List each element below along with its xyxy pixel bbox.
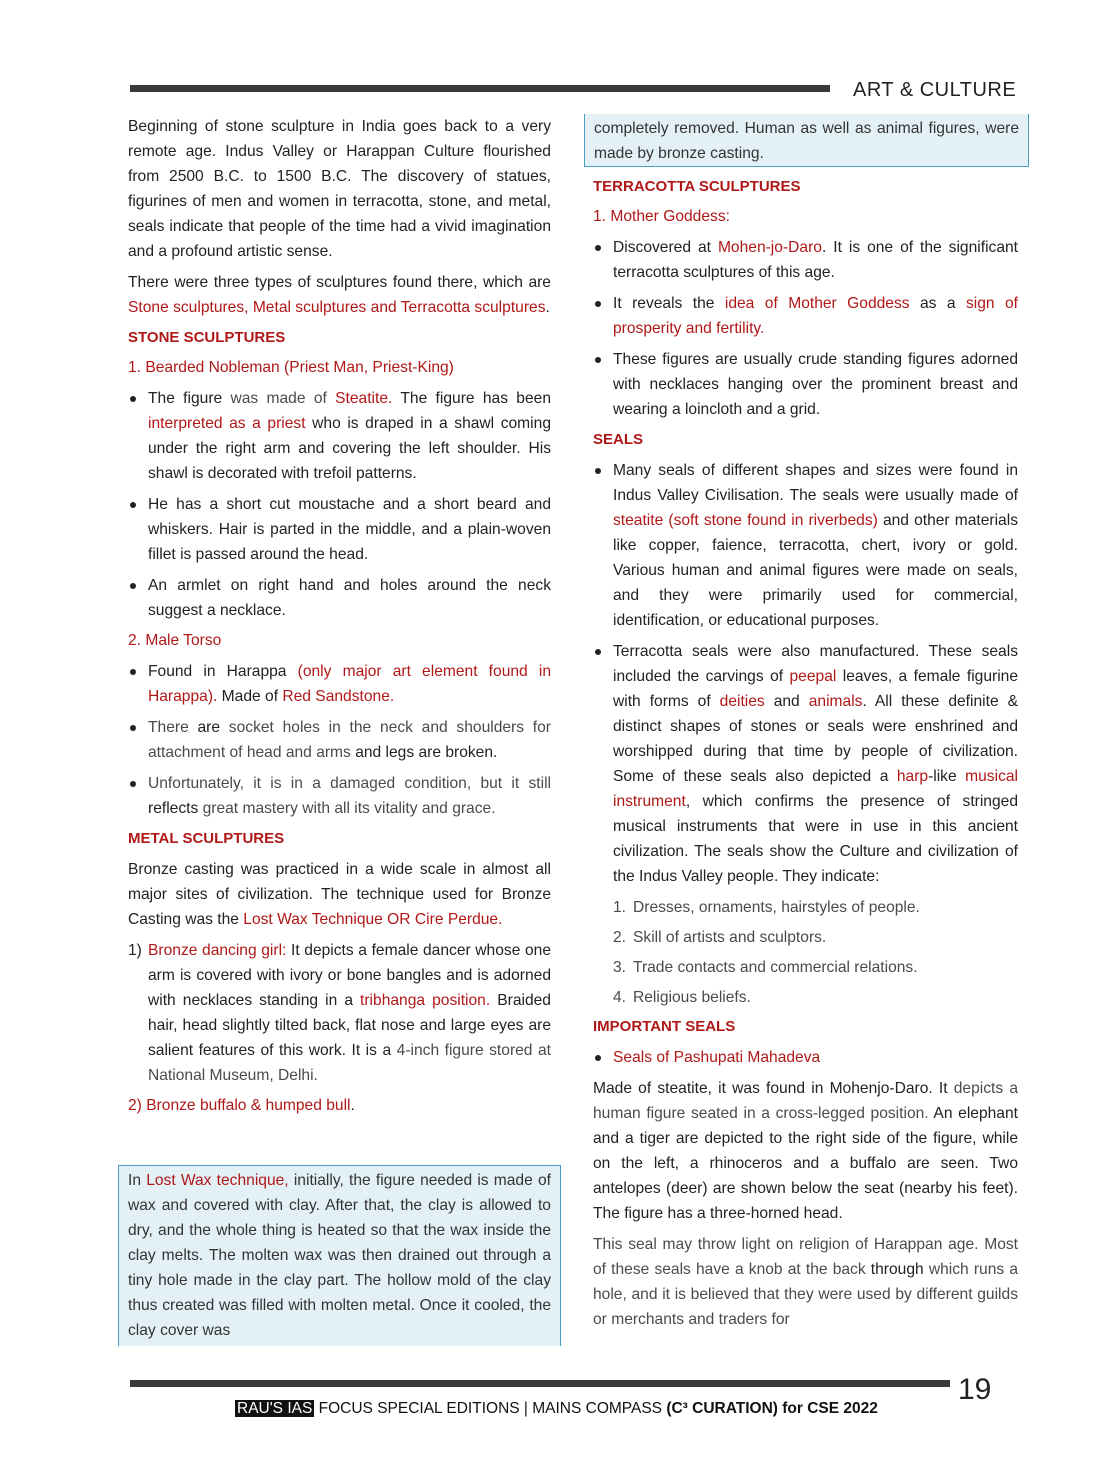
list-item: These figures are usually crude standing figures adorned with necklaces hanging over the prominent breast and wearing a loincloth and a grid. (593, 347, 1018, 422)
list-item: Unfortunately, it is in a damaged condition, but it still reflects great mastery with all its vitality and grace. (128, 771, 551, 821)
metal-sculptures-heading: METAL SCULPTURES (128, 830, 285, 847)
footer-rule (130, 1380, 950, 1387)
male-torso-subheading: 2. Male Torso (128, 632, 222, 649)
bronze-buffalo-item: 2) Bronze buffalo & humped bull. (128, 1097, 355, 1114)
page-number: 19 (958, 1373, 992, 1406)
indicates-list (593, 895, 1018, 1010)
lost-wax-info-box-continued: completely removed. Human as well as animal figures, were made by bronze casting. (584, 114, 1029, 167)
metal-list (128, 938, 551, 1088)
list-item: 1) Bronze dancing girl: It depicts a female dancer whose one arm is covered with ivory or bone bangles and is adorned with necklaces standing in a tribhanga position. Braided hair, head slightly tilted back, flat nose and large eyes are salient features of this work. It is a 4-inch figure stored at National Museum, Delhi. (128, 942, 551, 1084)
list-item: Found in Harappa (only major art element found in Harappa). Made of Red Sandstone. (128, 659, 551, 709)
seal-religion-paragraph: This seal may throw light on religion of Harappan age. Most of these seals have a knob at the back through which runs a hole, and it is believed that they were used by different guilds or merchants and traders for (593, 1236, 1018, 1328)
intro-paragraph: Beginning of stone sculpture in India goes back to a very remote age. Indus Valley or Harappan Culture flourished from 2500 B.C. to 1500 B.C. The discovery of statues, figurines of men and women in terracotta, stone, and metal, seals indicate that people of the time had a vivid imagination and a profound artistic sense. (128, 118, 551, 260)
nobleman-bullets (128, 386, 551, 623)
lost-wax-info-box: In Lost Wax technique, initially, the figure needed is made of wax and covered with clay. After that, the clay is allowed to dry, and the whole thing is heated so that the wax inside the clay melts. The molten wax was then drained out through a tiny hole made in the clay part. The hollow mold of the clay thus created was filled with molten metal. Once it cooled, the clay cover was (118, 1165, 561, 1346)
seals-bullets (593, 458, 1018, 889)
list-item: Discovered at Mohen-jo-Daro. It is one of the significant terracotta sculptures of this age. (593, 235, 1018, 285)
list-item: It reveals the idea of Mother Goddess as a sign of prosperity and fertility. (593, 291, 1018, 341)
list-item: The figure was made of Steatite. The figure has been interpreted as a priest who is draped in a shawl coming under the right arm and covering the left shoulder. His shawl is decorated with trefoil patterns. (128, 386, 551, 486)
metal-paragraph: Bronze casting was practiced in a wide scale in almost all major sites of civilization. The technique used for Bronze Casting was the Lost Wax Technique OR Cire Perdue. (128, 861, 551, 928)
list-item: Many seals of different shapes and sizes were found in Indus Valley Civilisation. The seals were usually made of steatite (soft stone found in riverbeds) and other materials like copper, faience, terracotta, chert, ivory or gold. Various human and animal figures were made on seals, and they were primarily used for commercial, identification, or educational purposes. (593, 458, 1018, 633)
publisher-badge: RAU'S IAS (237, 1400, 313, 1417)
list-item: Terracotta seals were also manufactured. These seals included the carvings of peepal leaves, a female figurine with forms of deities and animals. All these definite & distinct shapes of stones or seals were enshrined and worshipped during that time by people of civilization. Some of these seals also depicted a harp-like musical instrument, which confirms the presence of stringed musical instruments that were in use in this ancient civilization. The seals show the Culture and civilization of the Indus Valley people. They indicate: (593, 639, 1018, 889)
mother-goddess-subheading: 1. Mother Goddess: (593, 208, 730, 225)
important-seals-list (593, 1045, 1018, 1070)
list-item: 1. Dresses, ornaments, hairstyles of people. (613, 899, 920, 916)
list-item: There are socket holes in the neck and shoulders for attachment of head and arms and legs are broken. (128, 715, 551, 765)
stone-sculptures-heading: STONE SCULPTURES (128, 329, 286, 346)
important-seals-heading: IMPORTANT SEALS (593, 1018, 736, 1035)
section-title: ART & CULTURE (853, 79, 1017, 101)
pashupati-paragraph: Made of steatite, it was found in Mohenjo-Daro. It depicts a human figure seated in a cross-legged position. An elephant and a tiger are depicted to the right side of the figure, while on the left, a rhinoceros and a buffalo are seen. Two antelopes (deer) are shown below the seat (nearby his feet). The figure has a three-horned head. (593, 1080, 1018, 1222)
list-item: 3. Trade contacts and commercial relations. (613, 959, 918, 976)
left-column (128, 114, 551, 1124)
torso-bullets (128, 659, 551, 821)
types-paragraph: There were three types of sculptures found there, which are Stone sculptures, Metal sculptures and Terracotta sculptures. (128, 274, 551, 316)
list-item: 4. Religious beliefs. (613, 989, 751, 1006)
list-item: An armlet on right hand and holes around the neck suggest a necklace. (128, 573, 551, 623)
publication-footer: RAU'S IAS FOCUS SPECIAL EDITIONS | MAINS COMPASS (C³ CURATION) for CSE 2022 (237, 1400, 878, 1417)
right-column (593, 173, 1018, 1338)
list-item: He has a short cut moustache and a short beard and whiskers. Hair is parted in the middle, and a plain-woven fillet is passed around the head. (128, 492, 551, 567)
header-rule (130, 85, 830, 92)
terracotta-heading: TERRACOTTA SCULPTURES (593, 178, 801, 195)
terracotta-bullets (593, 235, 1018, 422)
list-item: 2. Skill of artists and sculptors. (613, 929, 827, 946)
bearded-nobleman-subheading: 1. Bearded Nobleman (Priest Man, Priest-King) (128, 359, 454, 376)
seals-heading: SEALS (593, 431, 644, 448)
types-highlight: Stone sculptures, Metal sculptures and Terracotta sculptures (128, 299, 546, 316)
pashupati-seal-item: Seals of Pashupati Mahadeva (593, 1045, 1018, 1070)
